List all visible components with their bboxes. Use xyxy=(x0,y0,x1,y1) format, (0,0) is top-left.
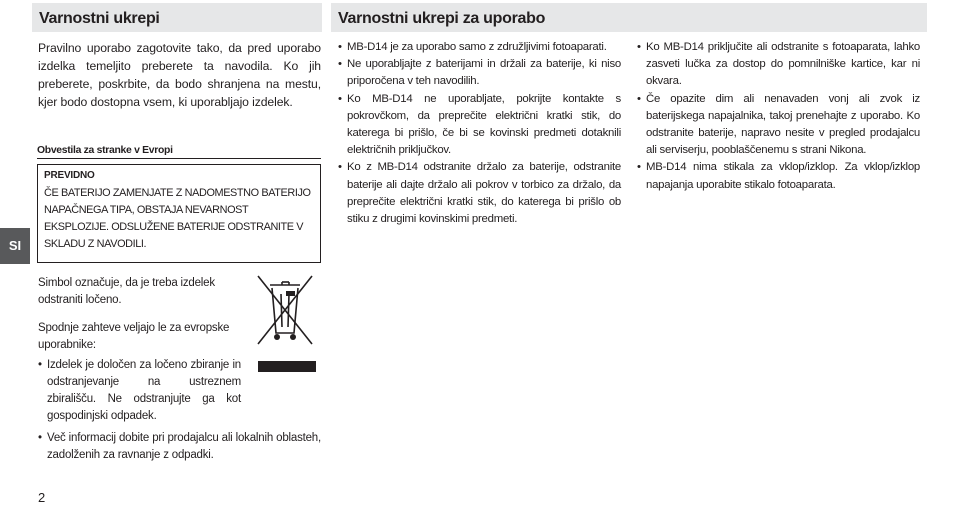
precautions-column-1 xyxy=(338,39,621,228)
section-heading-safety: Varnostni ukrepi xyxy=(32,3,322,32)
list-item: • Če opazite dim ali nenavaden vonj ali zvok iz baterijskega napajalnika, takoj prenehajte z uporabo. Ko odstranite baterije, napravo nesite v pregled prodajalcu ali serviserju, pooblaščenemu s strani Nikona. xyxy=(637,91,920,160)
requirements-text: Spodnje zahteve veljajo le za evropske uporabnike: xyxy=(38,322,230,351)
language-tab: SI xyxy=(0,228,30,264)
precautions-column-2 xyxy=(637,39,920,194)
list-item: • Ne uporabljajte z baterijami in držali za baterije, ki niso priporočena v teh navodilih. xyxy=(338,56,621,90)
list-item: • Več informacij dobite pri prodajalcu ali lokalnih oblasteh, zadolženih za ravnanje z odpadki. xyxy=(38,430,321,464)
page-number: 2 xyxy=(38,490,46,505)
list-item: • Ko MB-D14 priključite ali odstranite s fotoaparata, lahko zasveti lučka za dostop do pomnilniške kartice, kar ni okvara. xyxy=(637,39,920,91)
warning-title: PREVIDNO xyxy=(44,170,95,181)
disposal-bullet-list xyxy=(38,357,321,464)
notice-heading: Obvestila za stranke v Evropi xyxy=(37,145,321,159)
crossed-out-bin-icon xyxy=(256,273,314,347)
warning-text: ČE BATERIJO ZAMENJATE Z NADOMESTNO BATERIJO NAPAČNEGA TIPA, OBSTAJA NEVARNOST EKSPLOZIJE. ODSLUŽENE BATERIJE ODSTRANITE V SKLADU Z NAVODILI. xyxy=(44,187,311,250)
list-item: • MB-D14 nima stikala za vklop/izklop. Za vklop/izklop napajanja uporabite stikalo fotoaparata. xyxy=(637,159,920,193)
warning-box xyxy=(37,164,321,263)
intro-paragraph: Pravilno uporabo zagotovite tako, da pred uporabo izdelka temeljito preberete ta navodila. Ko jih preberete, poskrbite, da bodo shranjena na mestu, kjer bodo dostopna vsem, ki uporabljajo izdelek. xyxy=(38,41,321,109)
list-item: • Ko z MB-D14 odstranite držalo za baterije, odstranite baterije ali dajte držalo ali pokrov v torbico za držalo, da preprečite električni kratki stik, do katerega bi prišlo ob stiku z drugimi kovinskimi predmeti. xyxy=(338,159,621,228)
disposal-symbol-text: Simbol označuje, da je treba izdelek odstraniti ločeno. xyxy=(38,277,215,306)
list-item: • Izdelek je določen za ločeno zbiranje in odstranjevanje na ustreznem zbirališču. Ne odstranjujte ga kot gospodinjski odpadek. xyxy=(38,357,321,425)
section-heading-safety-in-use: Varnostni ukrepi za uporabo xyxy=(331,3,927,32)
list-item: • MB-D14 je za uporabo samo z združljivimi fotoaparati. xyxy=(338,39,621,56)
list-item: • Ko MB-D14 ne uporabljate, pokrijte kontakte s pokrovčkom, da preprečite električni kratki stik, do katerega bi prišlo, če bi se kovinski predmeti dotaknili električnih priključkov. xyxy=(338,91,621,160)
